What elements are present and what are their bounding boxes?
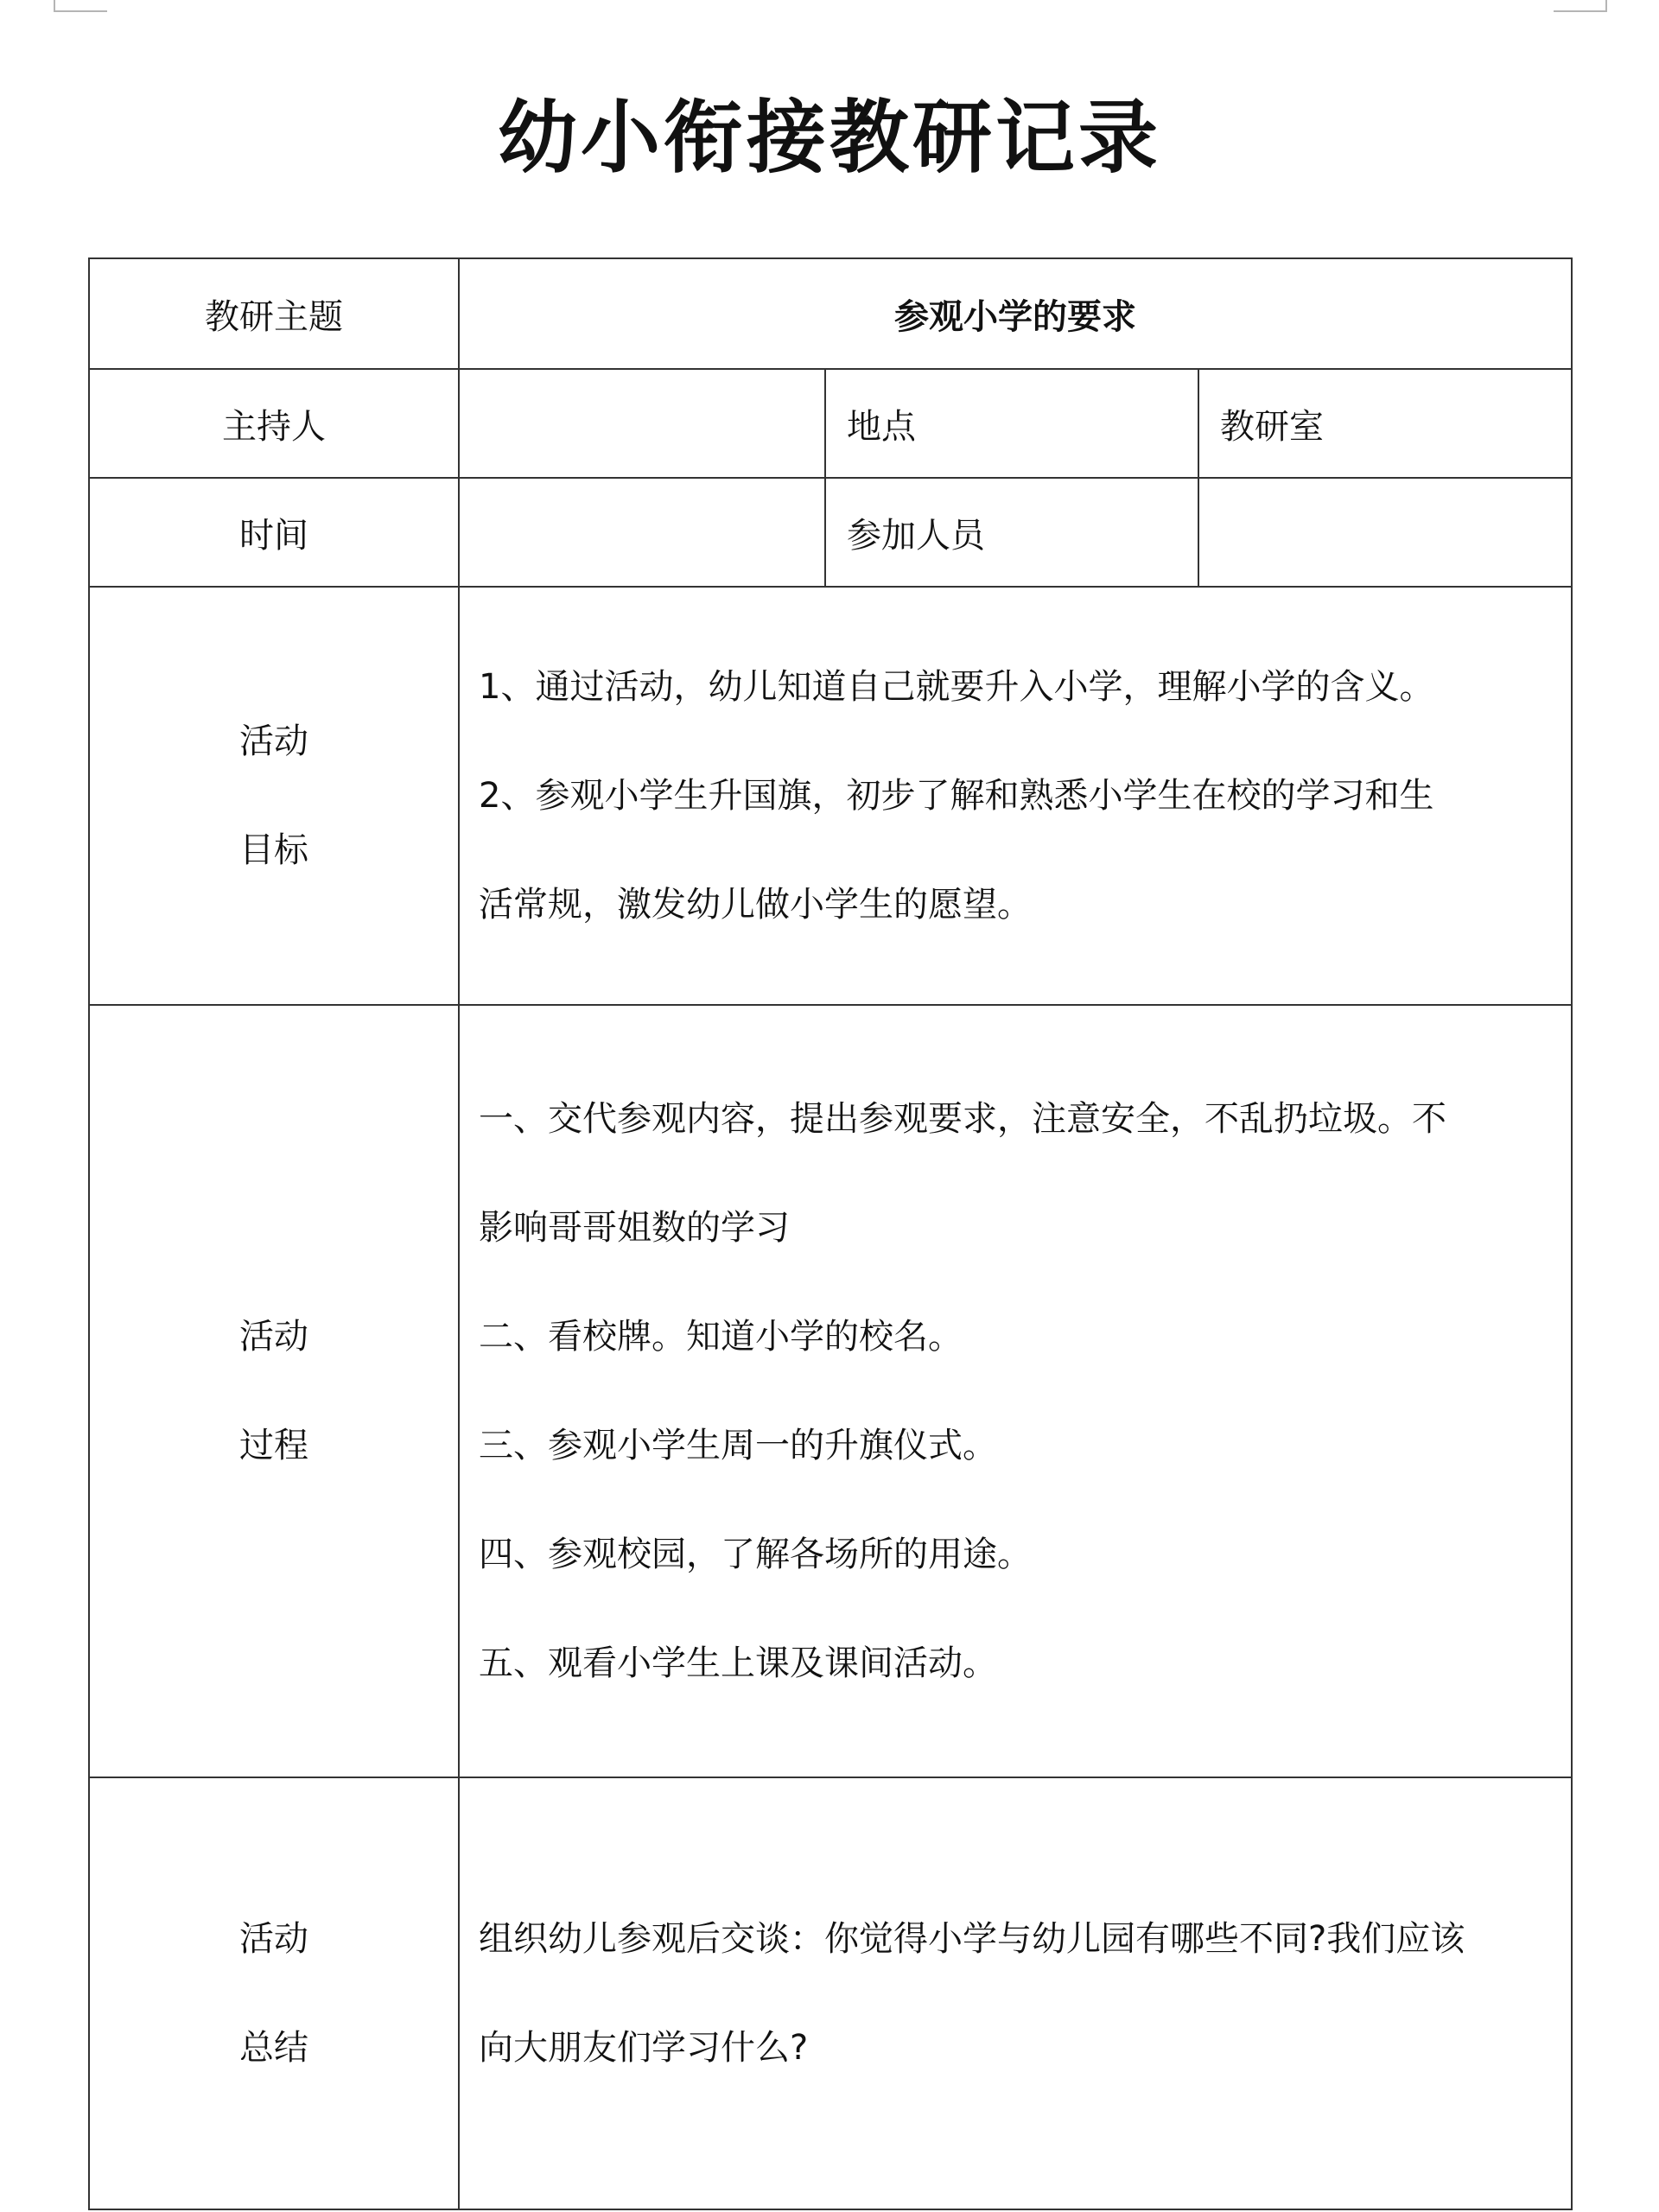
- goals-label-line: 活动: [239, 721, 308, 761]
- goals-line: 2、参观小学生升国旗，初步了解和熟悉小学生在校的学习和生: [479, 776, 1434, 816]
- goals-line: 1、通过活动，幼儿知道自己就要升入小学，理解小学的含义。: [479, 667, 1434, 707]
- page-corner-mark-left: [54, 0, 107, 12]
- process-line: 三、参观小学生周一的升旗仪式。: [479, 1426, 997, 1465]
- goals-line: 活常规，激发幼儿做小学生的愿望。: [479, 885, 1032, 925]
- summary-label-line: 活动: [239, 1919, 308, 1959]
- page-corner-mark-right: [1554, 0, 1607, 12]
- row-time-participants: [89, 478, 1572, 587]
- summary-label: [89, 1777, 459, 2209]
- goals-label: [89, 587, 459, 1005]
- row-goals: [89, 587, 1572, 1005]
- summary-content: [459, 1777, 1572, 2209]
- topic-label: 教研主题: [89, 258, 459, 369]
- topic-value: 参观小学的要求: [459, 258, 1572, 369]
- location-label: 地点: [825, 369, 1198, 478]
- process-label: [89, 1005, 459, 1777]
- process-line: 五、观看小学生上课及课间活动。: [479, 1643, 997, 1683]
- row-host-location: [89, 369, 1572, 478]
- goals-content: [459, 587, 1572, 1005]
- summary-line: 组织幼儿参观后交谈：你觉得小学与幼儿园有哪些不同?我们应该: [479, 1919, 1465, 1959]
- host-label: 主持人: [89, 369, 459, 478]
- process-line: 影响哥哥姐数的学习: [479, 1208, 790, 1248]
- process-line: 二、看校牌。知道小学的校名。: [479, 1317, 963, 1357]
- process-line: 四、参观校园，了解各场所的用途。: [479, 1535, 1032, 1574]
- summary-line: 向大朋友们学习什么?: [479, 2028, 809, 2068]
- participants-value: [1198, 478, 1572, 587]
- process-line: 一、交代参观内容，提出参观要求，注意安全，不乱扔垃圾。不: [479, 1099, 1446, 1139]
- row-summary: [89, 1777, 1572, 2209]
- row-process: [89, 1005, 1572, 1777]
- record-table: [88, 257, 1573, 2210]
- time-value: [459, 478, 825, 587]
- host-value: [459, 369, 825, 478]
- summary-label-line: 总结: [239, 2028, 308, 2068]
- participants-label: 参加人员: [825, 478, 1198, 587]
- row-topic: [89, 258, 1572, 369]
- time-label: 时间: [89, 478, 459, 587]
- goals-label-line: 目标: [239, 830, 308, 870]
- document-title: 幼小衔接教研记录: [497, 92, 1161, 184]
- process-label-line: 过程: [239, 1426, 308, 1465]
- location-value: 教研室: [1198, 369, 1572, 478]
- process-label-line: 活动: [239, 1317, 308, 1357]
- process-content: [459, 1005, 1572, 1777]
